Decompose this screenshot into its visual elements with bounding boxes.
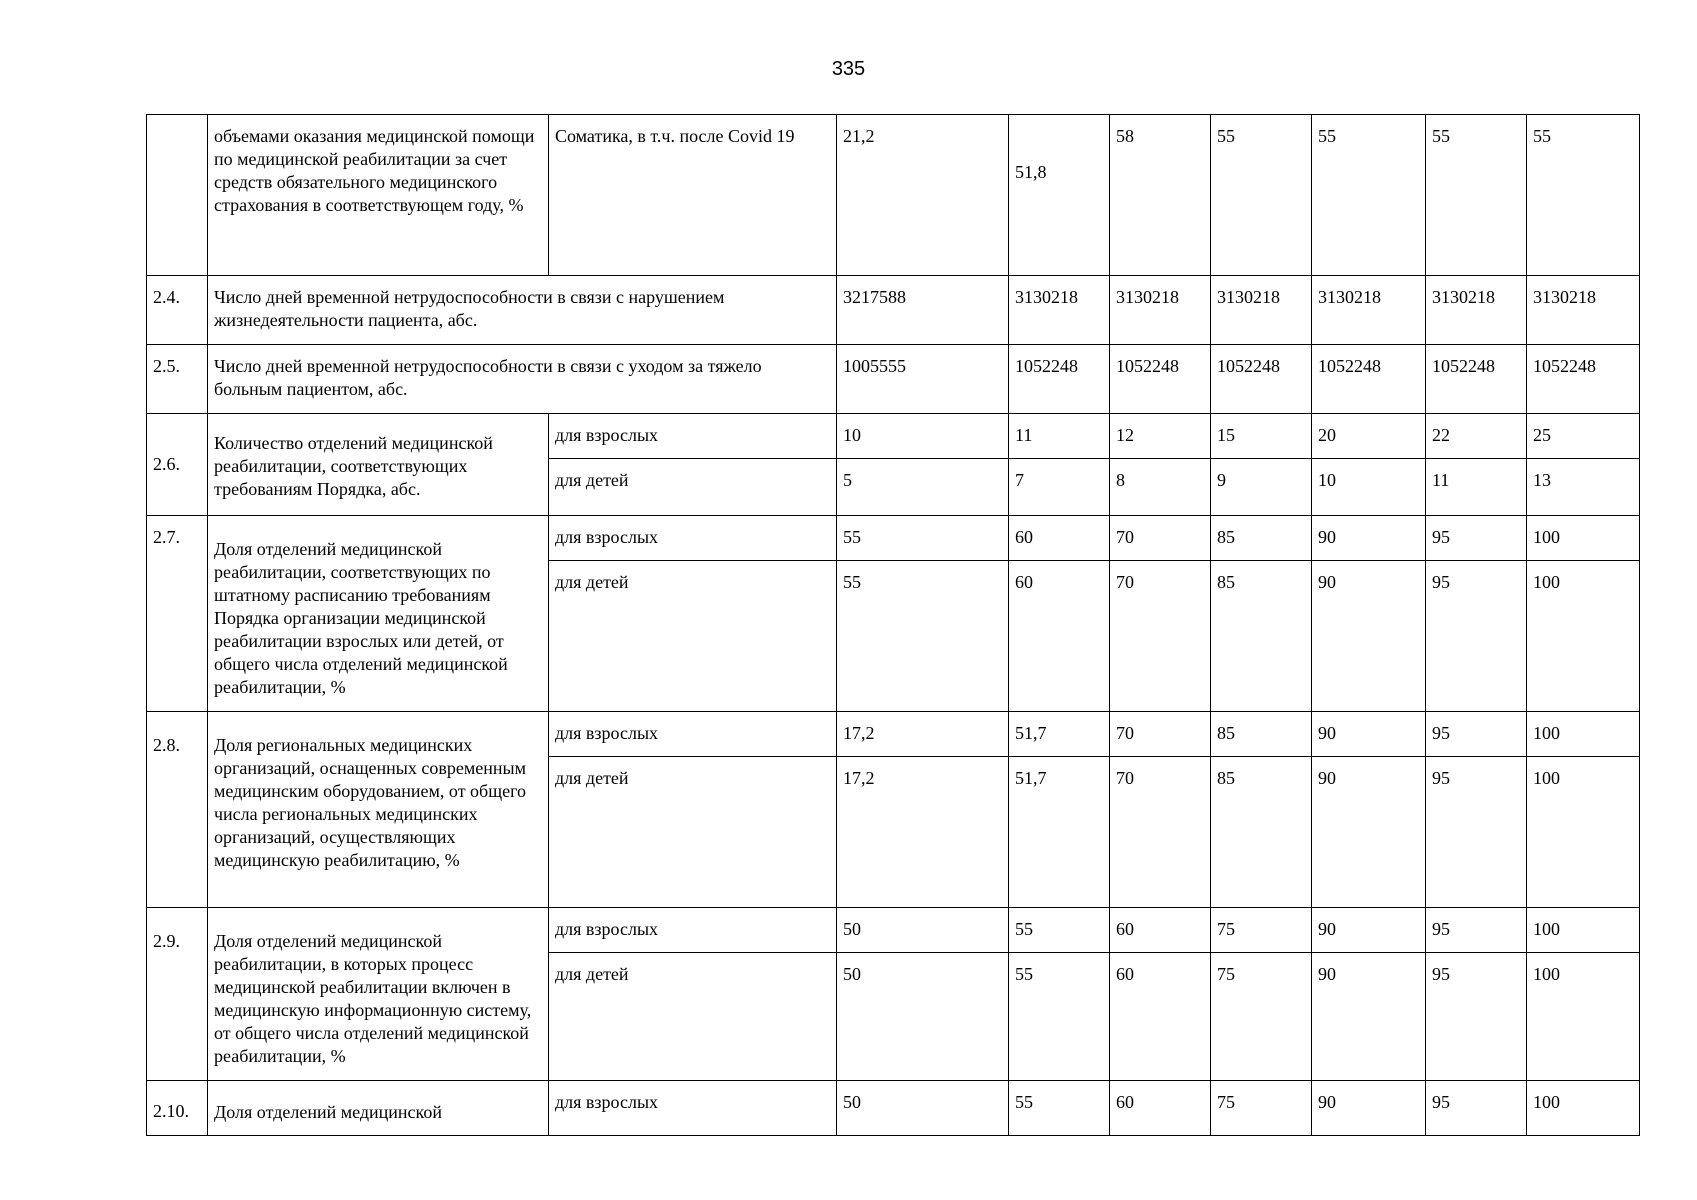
indicator-label: объемами оказания медицинской помощи по медицинской реабилитации за счет средств обязательного медицинского страхования в соответствующем году, % <box>208 115 549 276</box>
value-cell: 70 <box>1110 712 1211 757</box>
indicator-label: Доля отделений медицинской реабилитации, в которых процесс медицинской реабилитации включен в медицинскую информационную систему, от общего числа отделений медицинской реабилитации, % <box>208 908 549 1081</box>
value-cell: 60 <box>1009 561 1110 712</box>
value-cell: 90 <box>1312 953 1426 1081</box>
value-cell: 85 <box>1211 516 1312 561</box>
value-cell: 85 <box>1211 757 1312 908</box>
value-cell: 100 <box>1527 908 1640 953</box>
row-number <box>147 115 208 276</box>
indicator-subcategory: Соматика, в т.ч. после Covid 19 <box>549 115 837 276</box>
value-cell: 1052248 <box>1211 345 1312 414</box>
value-cell: 55 <box>1426 115 1527 276</box>
value-cell: 95 <box>1426 516 1527 561</box>
indicators-table <box>146 114 1640 1136</box>
table-row <box>147 516 1640 561</box>
value-cell: 100 <box>1527 1081 1640 1136</box>
value-cell: 100 <box>1527 561 1640 712</box>
value-cell: 60 <box>1110 908 1211 953</box>
value-cell: 51,7 <box>1009 712 1110 757</box>
indicator-subcategory: для детей <box>549 953 837 1081</box>
table-row <box>147 115 1640 276</box>
value-cell: 22 <box>1426 414 1527 459</box>
value-cell: 1052248 <box>1426 345 1527 414</box>
indicator-label: Доля отделений медицинской реабилитации, соответствующих по штатному расписанию требованиям Порядка организации медицинской реабилитации взрослых или детей, от общего числа отделений медицинской реабилитации, % <box>208 516 549 712</box>
value-cell: 95 <box>1426 953 1527 1081</box>
value-cell: 60 <box>1110 1081 1211 1136</box>
value-cell: 90 <box>1312 516 1426 561</box>
value-cell: 3130218 <box>1312 276 1426 345</box>
indicator-subcategory: для взрослых <box>549 908 837 953</box>
value-cell: 55 <box>1009 953 1110 1081</box>
value-cell: 3130218 <box>1527 276 1640 345</box>
row-number: 2.7. <box>147 516 208 712</box>
value-cell: 3217588 <box>837 276 1009 345</box>
value-cell: 51,7 <box>1009 757 1110 908</box>
value-cell: 3130218 <box>1211 276 1312 345</box>
value-cell: 100 <box>1527 712 1640 757</box>
value-cell: 8 <box>1110 459 1211 516</box>
page-number: 335 <box>831 58 866 80</box>
value-cell: 1005555 <box>837 345 1009 414</box>
value-cell: 95 <box>1426 561 1527 712</box>
value-cell: 3130218 <box>1110 276 1211 345</box>
value-cell: 60 <box>1009 516 1110 561</box>
table-row <box>147 908 1640 953</box>
value-cell: 50 <box>837 908 1009 953</box>
indicator-label: Число дней временной нетрудоспособности в связи с уходом за тяжело больным пациентом, абс. <box>208 345 837 414</box>
table-row <box>147 414 1640 459</box>
value-cell: 55 <box>1527 115 1640 276</box>
value-cell: 55 <box>837 561 1009 712</box>
value-cell: 90 <box>1312 712 1426 757</box>
value-cell: 10 <box>1312 459 1426 516</box>
value-cell: 13 <box>1527 459 1640 516</box>
value-text: 51,8 <box>1015 162 1047 182</box>
value-cell: 7 <box>1009 459 1110 516</box>
row-number: 2.9. <box>147 908 208 1081</box>
value-cell: 90 <box>1312 561 1426 712</box>
value-cell: 12 <box>1110 414 1211 459</box>
value-cell: 50 <box>837 953 1009 1081</box>
value-cell: 1052248 <box>1312 345 1426 414</box>
value-cell: 3130218 <box>1009 276 1110 345</box>
value-cell: 75 <box>1211 1081 1312 1136</box>
value-cell: 85 <box>1211 712 1312 757</box>
value-cell: 10 <box>837 414 1009 459</box>
row-number: 2.6. <box>147 414 208 516</box>
value-cell: 95 <box>1426 757 1527 908</box>
row-number: 2.8. <box>147 712 208 908</box>
value-cell: 90 <box>1312 757 1426 908</box>
table-row <box>147 1081 1640 1136</box>
value-cell: 70 <box>1110 561 1211 712</box>
row-number: 2.10. <box>147 1081 208 1136</box>
value-cell: 85 <box>1211 561 1312 712</box>
value-cell: 50 <box>837 1081 1009 1136</box>
value-cell: 55 <box>1312 115 1426 276</box>
value-cell: 90 <box>1312 1081 1426 1136</box>
table-row <box>147 276 1640 345</box>
indicator-label: Число дней временной нетрудоспособности в связи с нарушением жизнедеятельности пациента, абс. <box>208 276 837 345</box>
indicator-label: Количество отделений медицинской реабилитации, соответствующих требованиям Порядка, абс. <box>208 414 549 516</box>
value-cell: 55 <box>1009 908 1110 953</box>
value-cell: 70 <box>1110 757 1211 908</box>
indicator-subcategory: для взрослых <box>549 516 837 561</box>
value-cell: 100 <box>1527 516 1640 561</box>
value-cell: 100 <box>1527 757 1640 908</box>
value-cell: 95 <box>1426 908 1527 953</box>
value-cell: 58 <box>1110 115 1211 276</box>
value-cell: 17,2 <box>837 712 1009 757</box>
value-cell: 100 <box>1527 953 1640 1081</box>
row-number: 2.5. <box>147 345 208 414</box>
value-cell: 1052248 <box>1527 345 1640 414</box>
value-cell: 90 <box>1312 908 1426 953</box>
value-cell: 1052248 <box>1110 345 1211 414</box>
value-cell: 55 <box>837 516 1009 561</box>
indicator-subcategory: для детей <box>549 561 837 712</box>
indicator-subcategory: для детей <box>549 757 837 908</box>
value-cell: 75 <box>1211 953 1312 1081</box>
indicator-label: Доля региональных медицинских организаций, оснащенных современным медицинским оборудованием, от общего числа региональных медицинских организаций, осуществляющих медицинскую реабилитацию, % <box>208 712 549 908</box>
value-cell: 75 <box>1211 908 1312 953</box>
indicator-subcategory: для детей <box>549 459 837 516</box>
indicator-label: Доля отделений медицинской <box>208 1081 549 1136</box>
value-cell: 21,2 <box>837 115 1009 276</box>
value-cell: 20 <box>1312 414 1426 459</box>
value-cell: 70 <box>1110 516 1211 561</box>
value-cell: 25 <box>1527 414 1640 459</box>
table-row <box>147 712 1640 757</box>
table-row <box>147 345 1640 414</box>
value-cell: 95 <box>1426 1081 1527 1136</box>
value-cell: 60 <box>1110 953 1211 1081</box>
indicator-subcategory: для взрослых <box>549 712 837 757</box>
value-cell: 5 <box>837 459 1009 516</box>
value-cell: 15 <box>1211 414 1312 459</box>
value-cell: 9 <box>1211 459 1312 516</box>
row-number: 2.4. <box>147 276 208 345</box>
indicator-subcategory: для взрослых <box>549 1081 837 1136</box>
value-cell: 11 <box>1426 459 1527 516</box>
value-cell: 3130218 <box>1426 276 1527 345</box>
value-cell: 55 <box>1009 1081 1110 1136</box>
value-cell: 1052248 <box>1009 345 1110 414</box>
indicator-subcategory: для взрослых <box>549 414 837 459</box>
value-cell: 17,2 <box>837 757 1009 908</box>
value-cell: 11 <box>1009 414 1110 459</box>
value-cell <box>1009 115 1110 276</box>
value-cell: 95 <box>1426 712 1527 757</box>
value-cell: 55 <box>1211 115 1312 276</box>
